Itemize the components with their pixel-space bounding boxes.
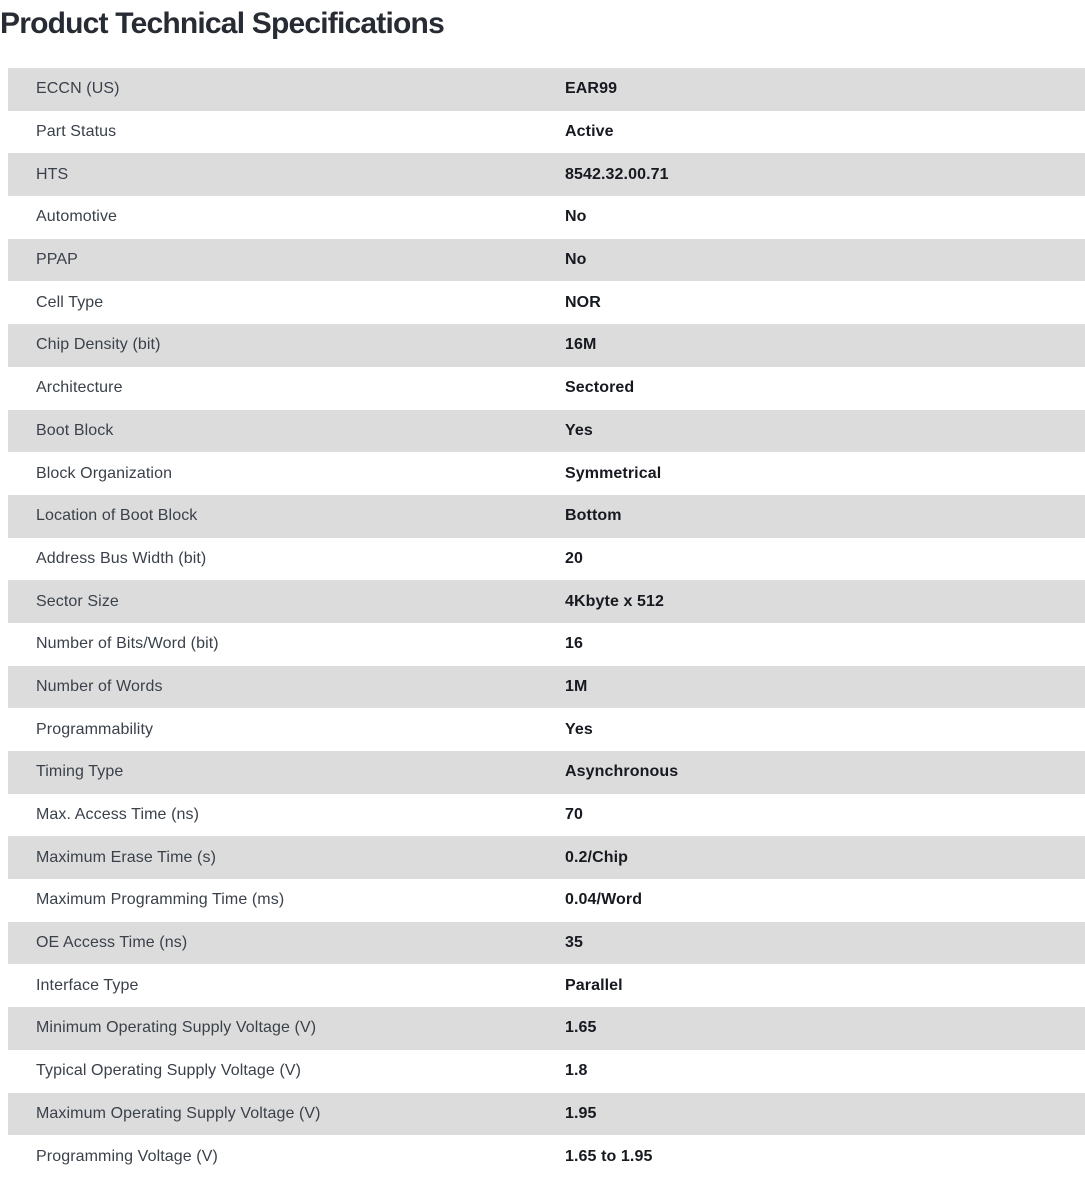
spec-row xyxy=(8,367,1085,410)
spec-value: Asynchronous xyxy=(565,763,679,781)
spec-label: Boot Block xyxy=(36,421,114,439)
spec-label: Max. Access Time (ns) xyxy=(36,806,200,824)
spec-label: Timing Type xyxy=(36,763,124,781)
spec-row xyxy=(8,964,1085,1007)
spec-value: 1M xyxy=(565,677,588,695)
spec-label: Part Status xyxy=(36,123,117,141)
spec-label: Number of Bits/Word (bit) xyxy=(36,635,219,653)
spec-value: Sectored xyxy=(565,379,635,397)
spec-value: Symmetrical xyxy=(565,464,662,482)
spec-table xyxy=(8,68,1085,1178)
spec-row xyxy=(8,836,1085,879)
spec-label: Architecture xyxy=(36,379,123,397)
spec-label: Maximum Erase Time (s) xyxy=(36,848,216,866)
spec-label: OE Access Time (ns) xyxy=(36,934,188,952)
spec-row xyxy=(8,196,1085,239)
spec-value: 0.2/Chip xyxy=(565,848,629,866)
spec-label: Number of Words xyxy=(36,677,163,695)
spec-value: No xyxy=(565,251,587,269)
spec-row xyxy=(8,111,1085,154)
spec-row xyxy=(8,1093,1085,1136)
spec-row xyxy=(8,708,1085,751)
spec-value: Bottom xyxy=(565,507,622,525)
spec-value: 8542.32.00.71 xyxy=(565,165,669,183)
spec-value: Parallel xyxy=(565,976,623,994)
spec-value: Active xyxy=(565,123,614,141)
spec-label: Automotive xyxy=(36,208,118,226)
spec-row xyxy=(8,1135,1085,1178)
spec-row xyxy=(8,879,1085,922)
spec-row xyxy=(8,580,1085,623)
spec-value: Yes xyxy=(565,720,593,738)
spec-value: 35 xyxy=(565,934,583,952)
spec-row xyxy=(8,922,1085,965)
spec-value: 1.95 xyxy=(565,1104,597,1122)
spec-row xyxy=(8,452,1085,495)
spec-label: Sector Size xyxy=(36,592,119,610)
spec-row xyxy=(8,153,1085,196)
spec-label: ECCN (US) xyxy=(36,80,120,98)
spec-value: NOR xyxy=(565,293,601,311)
spec-label: Programmability xyxy=(36,720,154,738)
spec-value: 16 xyxy=(565,635,583,653)
spec-value: 1.8 xyxy=(565,1062,588,1080)
spec-label: Maximum Programming Time (ms) xyxy=(36,891,285,909)
spec-label: Typical Operating Supply Voltage (V) xyxy=(36,1062,302,1080)
page-title: Product Technical Specifications xyxy=(0,7,444,40)
spec-row xyxy=(8,538,1085,581)
spec-label: Interface Type xyxy=(36,976,139,994)
spec-row xyxy=(8,623,1085,666)
spec-label: Chip Density (bit) xyxy=(36,336,161,354)
spec-label: Minimum Operating Supply Voltage (V) xyxy=(36,1019,317,1037)
spec-row xyxy=(8,410,1085,453)
spec-value: 1.65 to 1.95 xyxy=(565,1147,653,1165)
spec-row xyxy=(8,751,1085,794)
spec-value: 0.04/Word xyxy=(565,891,643,909)
spec-row xyxy=(8,239,1085,282)
spec-label: Location of Boot Block xyxy=(36,507,198,525)
spec-row xyxy=(8,281,1085,324)
spec-row xyxy=(8,1007,1085,1050)
spec-value: 4Kbyte x 512 xyxy=(565,592,665,610)
spec-value: EAR99 xyxy=(565,80,618,98)
spec-value: Yes xyxy=(565,421,593,439)
spec-value: 70 xyxy=(565,806,583,824)
spec-row xyxy=(8,794,1085,837)
spec-label: Maximum Operating Supply Voltage (V) xyxy=(36,1104,321,1122)
spec-label: PPAP xyxy=(36,251,78,269)
spec-value: 1.65 xyxy=(565,1019,597,1037)
spec-label: Cell Type xyxy=(36,293,104,311)
spec-row xyxy=(8,68,1085,111)
spec-row xyxy=(8,324,1085,367)
spec-label: HTS xyxy=(36,165,69,183)
spec-label: Block Organization xyxy=(36,464,173,482)
spec-row xyxy=(8,1050,1085,1093)
spec-row xyxy=(8,495,1085,538)
spec-label: Address Bus Width (bit) xyxy=(36,549,207,567)
spec-value: 16M xyxy=(565,336,597,354)
spec-value: No xyxy=(565,208,587,226)
spec-value: 20 xyxy=(565,549,583,567)
spec-label: Programming Voltage (V) xyxy=(36,1147,218,1165)
spec-row xyxy=(8,666,1085,709)
